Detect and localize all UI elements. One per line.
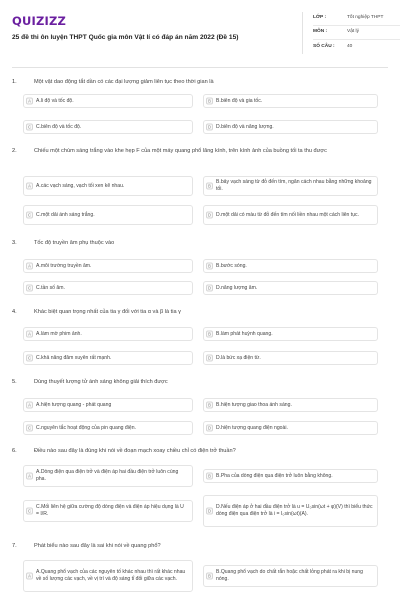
question-5	[12, 379, 390, 387]
quizizz-logo: QUIZIZZ	[12, 14, 67, 28]
meta-value: 40	[347, 43, 353, 49]
option-text: C.nguyên tắc hoạt động của pin quang điện.	[36, 424, 136, 431]
worksheet-title: 25 đề thi ôn luyện THPT Quốc gia môn Vật lí có đáp án năm 2022 (Đề 15)	[12, 34, 239, 41]
question-number: 7.	[12, 543, 17, 549]
option-d[interactable]	[203, 120, 378, 134]
option-a[interactable]	[23, 327, 193, 341]
option-text: C.tần số âm.	[36, 284, 65, 291]
option-letter: C	[27, 508, 32, 514]
option-b[interactable]	[203, 176, 378, 196]
option-letter: B	[206, 263, 213, 270]
question-text: Dùng thuyết lượng tử ánh sáng không giải thích được	[34, 379, 168, 385]
option-text: C.biên độ và tốc độ.	[36, 123, 82, 130]
option-text: B.Pha của dòng điện qua điện trở luôn bằng không.	[216, 472, 333, 479]
option-b[interactable]	[203, 565, 378, 587]
option-letter: B	[206, 473, 213, 480]
option-letter: A	[26, 402, 33, 409]
question-6	[12, 448, 390, 456]
option-text: B.hiện tượng giao thoa ánh sáng.	[216, 401, 292, 408]
option-text: A.môi trường truyền âm.	[36, 262, 92, 269]
option-text: B.biên độ và gia tốc.	[216, 97, 263, 104]
option-text: B.Quang phổ vạch do chất rắn hoặc chất lỏng phát ra khi bị nung nóng.	[216, 569, 363, 582]
option-letter: B	[206, 402, 213, 409]
option-b[interactable]	[203, 327, 378, 341]
meta-label: MÔN :	[313, 29, 328, 35]
worksheet-meta	[302, 12, 400, 54]
option-text: A.li độ và tốc độ.	[36, 97, 74, 104]
option-letter: D	[207, 425, 212, 431]
option-b[interactable]	[203, 259, 378, 273]
option-text: C.một dải ánh sáng trắng.	[36, 211, 95, 218]
option-b[interactable]	[203, 398, 378, 412]
option-c[interactable]	[23, 205, 193, 225]
option-b[interactable]	[203, 94, 378, 108]
option-letter: C	[27, 355, 32, 361]
question-number: 6.	[12, 448, 17, 454]
option-text: A.làm mờ phim ảnh.	[36, 330, 82, 337]
meta-label: LỚP :	[313, 15, 327, 21]
option-text: C.Mối liên hệ giữa cường độ dòng điện và điện áp hiệu dụng là U = I/R.	[36, 504, 184, 517]
question-number: 1.	[12, 79, 17, 85]
option-a[interactable]	[23, 176, 193, 196]
option-d[interactable]	[203, 351, 378, 365]
option-letter: B	[206, 183, 213, 190]
option-a[interactable]	[23, 465, 193, 487]
question-text: Khác biệt quan trọng nhất của tia γ đối với tia α và β là tia γ	[34, 309, 181, 315]
option-text: D.là bức xạ điện từ.	[216, 354, 261, 361]
question-text: Điều nào sau đây là đúng khi nói về đoạn mạch xoay chiều chỉ có điện trở thuần?	[34, 448, 236, 454]
option-letter: B	[206, 331, 213, 338]
option-a[interactable]	[23, 398, 193, 412]
question-text: Phát biểu nào sau đây là sai khi nói về quang phổ?	[34, 543, 161, 549]
option-text: A.các vạch sáng, vạch tối xen kẽ nhau.	[36, 182, 125, 189]
option-letter: C	[27, 124, 32, 130]
option-text: B.làm phát huỳnh quang.	[216, 330, 273, 337]
question-7	[12, 543, 390, 551]
option-d[interactable]	[203, 495, 378, 527]
question-text: Chiếu một chùm sáng trắng vào khe hẹp F của một máy quang phổ lăng kính, trên kính ảnh của buồng tối ta thu được	[34, 148, 327, 154]
option-d[interactable]	[203, 421, 378, 435]
option-d[interactable]	[203, 205, 378, 225]
option-letter: C	[27, 285, 32, 291]
option-letter: A	[26, 98, 33, 105]
question-number: 3.	[12, 240, 17, 246]
option-letter: D	[207, 508, 212, 514]
option-letter: A	[26, 573, 33, 580]
option-text: B.bảy vạch sáng từ đỏ đến tím, ngăn cách nhau bằng những khoảng tối.	[216, 179, 372, 192]
option-text: B.bước sóng.	[216, 262, 247, 269]
option-a[interactable]	[23, 94, 193, 108]
option-text: D.năng lượng âm.	[216, 284, 258, 291]
option-c[interactable]	[23, 281, 193, 295]
option-letter: A	[26, 473, 33, 480]
option-text: D.biên độ và năng lượng.	[216, 123, 274, 130]
meta-label: SỐ CÂU :	[313, 43, 335, 49]
question-number: 5.	[12, 379, 17, 385]
worksheet-header	[12, 12, 390, 64]
question-text: Tốc độ truyền âm phụ thuộc vào	[34, 240, 115, 246]
meta-row-subject	[313, 26, 400, 40]
question-number: 4.	[12, 309, 17, 315]
question-1	[12, 79, 390, 87]
option-a[interactable]	[23, 259, 193, 273]
option-b[interactable]	[203, 469, 378, 483]
question-2	[12, 148, 390, 156]
question-4	[12, 309, 390, 317]
option-letter: D	[207, 285, 212, 291]
option-text: D.một dải có màu từ đỏ đến tím nối liền nhau một cách liên tục.	[216, 211, 359, 218]
option-letter: C	[27, 212, 32, 218]
option-letter: A	[26, 183, 33, 190]
header-divider	[12, 67, 388, 68]
option-letter: B	[206, 98, 213, 105]
question-number: 2.	[12, 148, 17, 154]
option-text: A.hiện tượng quang - phát quang	[36, 401, 112, 408]
option-a[interactable]	[23, 560, 193, 592]
option-text: A.Dòng điện qua điện trở và điện áp hai đầu điện trở luôn cùng pha.	[36, 469, 179, 482]
option-c[interactable]	[23, 500, 193, 522]
option-letter: D	[207, 355, 212, 361]
option-letter: B	[206, 573, 213, 580]
option-text: A.Quang phổ vạch của các nguyên tố khác nhau thì rất khác nhau về số lượng các vạch, về vị trí và độ sáng tỉ đối giữa các vạch.	[36, 569, 186, 582]
option-letter: A	[26, 331, 33, 338]
meta-value: Tốt nghiệp THPT	[347, 15, 384, 21]
meta-row-class	[313, 12, 400, 26]
option-c[interactable]	[23, 421, 193, 435]
option-letter: D	[207, 212, 212, 218]
option-c[interactable]	[23, 120, 193, 134]
option-text: C.khả năng đâm xuyên rất mạnh.	[36, 354, 112, 361]
option-text: D.Nếu điện áp ở hai đầu điện trở là u = U₀sin(ωt + φ)(V) thì biểu thức dòng điện qua điện trở là i = I₀sin(ωt)(A).	[216, 504, 373, 517]
option-letter: D	[207, 124, 212, 130]
option-text: D.hiện tượng quang điện ngoài.	[216, 424, 288, 431]
meta-row-count	[313, 40, 400, 54]
option-letter: A	[26, 263, 33, 270]
option-d[interactable]	[203, 281, 378, 295]
option-c[interactable]	[23, 351, 193, 365]
question-text: Một vật dao động tắt dần có các đại lượng giảm liên tục theo thời gian là	[34, 79, 214, 85]
meta-value: Vật lý	[347, 29, 359, 35]
question-3	[12, 240, 390, 248]
option-letter: C	[27, 425, 32, 431]
